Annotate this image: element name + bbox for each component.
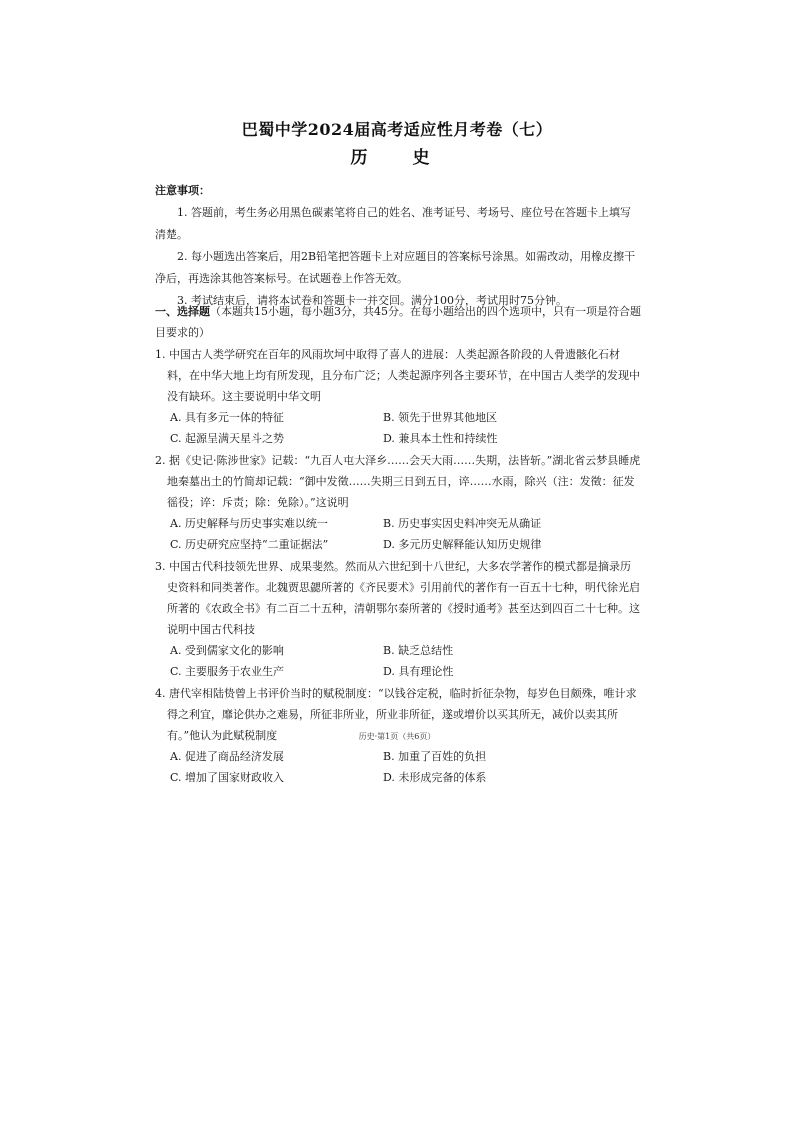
section-header — [155, 301, 641, 343]
option-b: B. 领先于世界其他地区 — [383, 411, 498, 424]
exam-title: 巴蜀中学2024届高考适应性月考卷（七） — [241, 120, 553, 139]
question-2 — [155, 450, 641, 555]
option-c: C. 主要服务于农业生产 — [170, 665, 285, 678]
note-item-1: 1. 答题前，考生务必用黑色碳素笔将自己的姓名、准考证号、考场号、座位号在答题卡上填写清楚。 — [155, 206, 631, 241]
options — [155, 407, 641, 449]
notes-heading: 注意事项： — [155, 184, 210, 197]
question-stem: 1. 中国古人类学研究在百年的风雨坎坷中取得了喜人的进展：人类起源各阶段的人骨遗骸化石材料，在中华大地上均有所发现，且分布广泛；人类起源序列各主要环节，在中国古人类学的发现中没有缺环。这主要说明中华文明 — [155, 348, 640, 403]
option-c: C. 起源呈满天星斗之势 — [170, 432, 285, 445]
section-title: 一、选择题 — [155, 305, 210, 318]
option-d: D. 未形成完备的体系 — [383, 771, 487, 784]
option-a: A. 受到儒家文化的影响 — [170, 644, 284, 657]
option-b: B. 缺乏总结性 — [383, 644, 454, 657]
note-item-3: 3. 考试结束后，请将本试卷和答题卡一并交回。满分100分，考试用时75分钟。 — [177, 294, 567, 307]
option-d: D. 兼具本土性和持续性 — [383, 432, 498, 445]
question-1 — [155, 344, 641, 449]
notes-block — [155, 180, 641, 312]
options — [155, 640, 641, 682]
option-d: D. 具有理论性 — [383, 665, 454, 678]
note-item-2: 2. 每小题选出答案后，用2B铅笔把答题卡上对应题目的答案标号涂黑。如需改动，用橡皮擦干净后，再选涂其他答案标号。在试题卷上作答无效。 — [155, 250, 636, 285]
section-desc: （本题共15小题，每小题3分，共45分。在每小题给出的四个选项中，只有一项是符合题目要求的） — [155, 305, 641, 339]
option-a: A. 促进了商品经济发展 — [170, 750, 284, 763]
option-c: C. 历史研究应坚持“二重证据法” — [170, 538, 329, 551]
option-b: B. 加重了百姓的负担 — [383, 750, 487, 763]
question-3 — [155, 556, 641, 682]
options — [155, 513, 641, 555]
subject-title: 历 史 — [350, 148, 444, 168]
option-c: C. 增加了国家财政收入 — [170, 771, 285, 784]
question-stem: 4. 唐代宰相陆贽曾上书评价当时的赋税制度：“以钱谷定税，临时折征杂物，每岁色目颇殊，唯计求得之利宜，靡论供办之难易，所征非所业，所业非所征，遂或增价以买其所无，减价以卖其所有。”他认为此赋税制度 — [155, 687, 637, 742]
option-a: A. 历史解释与历史事实难以统一 — [170, 517, 328, 530]
choice-section — [155, 301, 641, 788]
question-stem: 2. 据《史记·陈涉世家》记载：“九百人屯大泽乡……会天大雨……失期，法皆斩。”湖北省云梦县睡虎地秦墓出土的竹简却记载：“御中发徵……失期三日到五日，谇……水雨，除兴（注：发徵：征发徭役；谇：斥责；除：免除）。”这说明 — [155, 454, 641, 509]
page-footer: 历史·第1页（共6页） — [358, 732, 436, 741]
option-d: D. 多元历史解释能认知历史规律 — [383, 538, 542, 551]
question-stem: 3. 中国古代科技领先世界、成果斐然。然而从六世纪到十八世纪，大多农学著作的模式都是摘录历史资料和同类著作。北魏贾思勰所著的《齐民要术》引用前代的著作有一百五十七种，明代徐光启所著的《农政全书》有二百二十五种，清朝鄂尔泰所著的《授时通考》甚至达到四百二十七种。这说明中国古代科技 — [155, 560, 640, 636]
option-b: B. 历史事实因史料冲突无从确证 — [383, 517, 542, 530]
options — [155, 746, 641, 788]
option-a: A. 具有多元一体的特征 — [170, 411, 284, 424]
